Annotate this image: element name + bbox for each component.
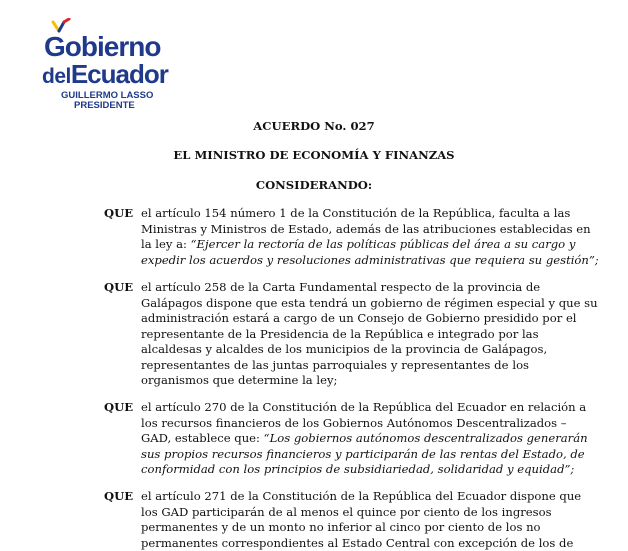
text-line: permanentes y de un monto no inferior al cinco por ciento de los no (141, 520, 529, 536)
text-line: organismos que determine la ley; (141, 373, 529, 389)
text-line: la ley a: “Ejercer la rectoría de las políticas públicas del área a su cargo y (141, 237, 529, 253)
text-line: los GAD participarán de al menos el quince por ciento de los ingresos (141, 505, 529, 521)
logo-del-ecuador-text: delEcuador (42, 60, 168, 91)
que-label: QUE (104, 400, 133, 416)
que-label: QUE (104, 206, 133, 222)
text-line: el artículo 270 de la Constitución de la República del Ecuador en relación a (141, 400, 529, 416)
considerando-text (141, 489, 529, 551)
considerando-text (141, 280, 529, 389)
text-line: los recursos financieros de los Gobiernos Autónomos Descentralizados – (141, 416, 529, 432)
text-line: administración estará a cargo de un Consejo de Gobierno presidido por el (141, 311, 529, 327)
text-line: representante de la Presidencia de la República e integrado por las (141, 327, 529, 343)
considerando-text (141, 400, 529, 478)
quoted-text: “Ejercer la rectoría de las políticas públicas del área a su cargo y (191, 237, 576, 251)
considerando-text (141, 206, 529, 268)
gobierno-ecuador-logo (40, 18, 170, 110)
text-line: GAD, establece que: “Los gobiernos autónomos descentralizados generarán (141, 431, 529, 447)
text-line: el artículo 258 de la Carta Fundamental respecto de la provincia de (141, 280, 529, 296)
considerando-heading: CONSIDERANDO: (0, 178, 628, 192)
que-label: QUE (104, 280, 133, 296)
que-label: QUE (104, 489, 133, 505)
text-line: el artículo 154 número 1 de la Constitución de la República, faculta a las (141, 206, 529, 222)
text-line: Galápagos dispone que esta tendrá un gobierno de régimen especial y que su (141, 296, 529, 312)
acuerdo-number-heading: ACUERDO No. 027 (0, 119, 628, 133)
logo-president-title: PRESIDENTE (74, 100, 135, 111)
logo-president-name: GUILLERMO LASSO (61, 90, 153, 101)
text-line: el artículo 271 de la Constitución de la República del Ecuador dispone que (141, 489, 529, 505)
ministro-heading: EL MINISTRO DE ECONOMÍA Y FINANZAS (0, 148, 628, 162)
logo-gobierno-text: Gobierno (44, 32, 160, 62)
quoted-text-line: expedir los acuerdos y resoluciones administrativas que requiera su gestión”; (141, 253, 529, 269)
text-line: permanentes correspondientes al Estado Central con excepción de los de (141, 536, 529, 551)
text-line: alcaldesas y alcaldes de los municipios de la provincia de Galápagos, (141, 342, 529, 358)
text-line: Ministras y Ministros de Estado, además de las atribuciones establecidas en (141, 222, 529, 238)
quoted-text: “Los gobiernos autónomos descentralizados generarán (264, 431, 588, 445)
quoted-text-line: conformidad con los principios de subsidiariedad, solidaridad y equidad”; (141, 462, 529, 478)
quoted-text-line: sus propios recursos financieros y participarán de las rentas del Estado, de (141, 447, 529, 463)
text-line: representantes de las juntas parroquiales y representantes de los (141, 358, 529, 374)
